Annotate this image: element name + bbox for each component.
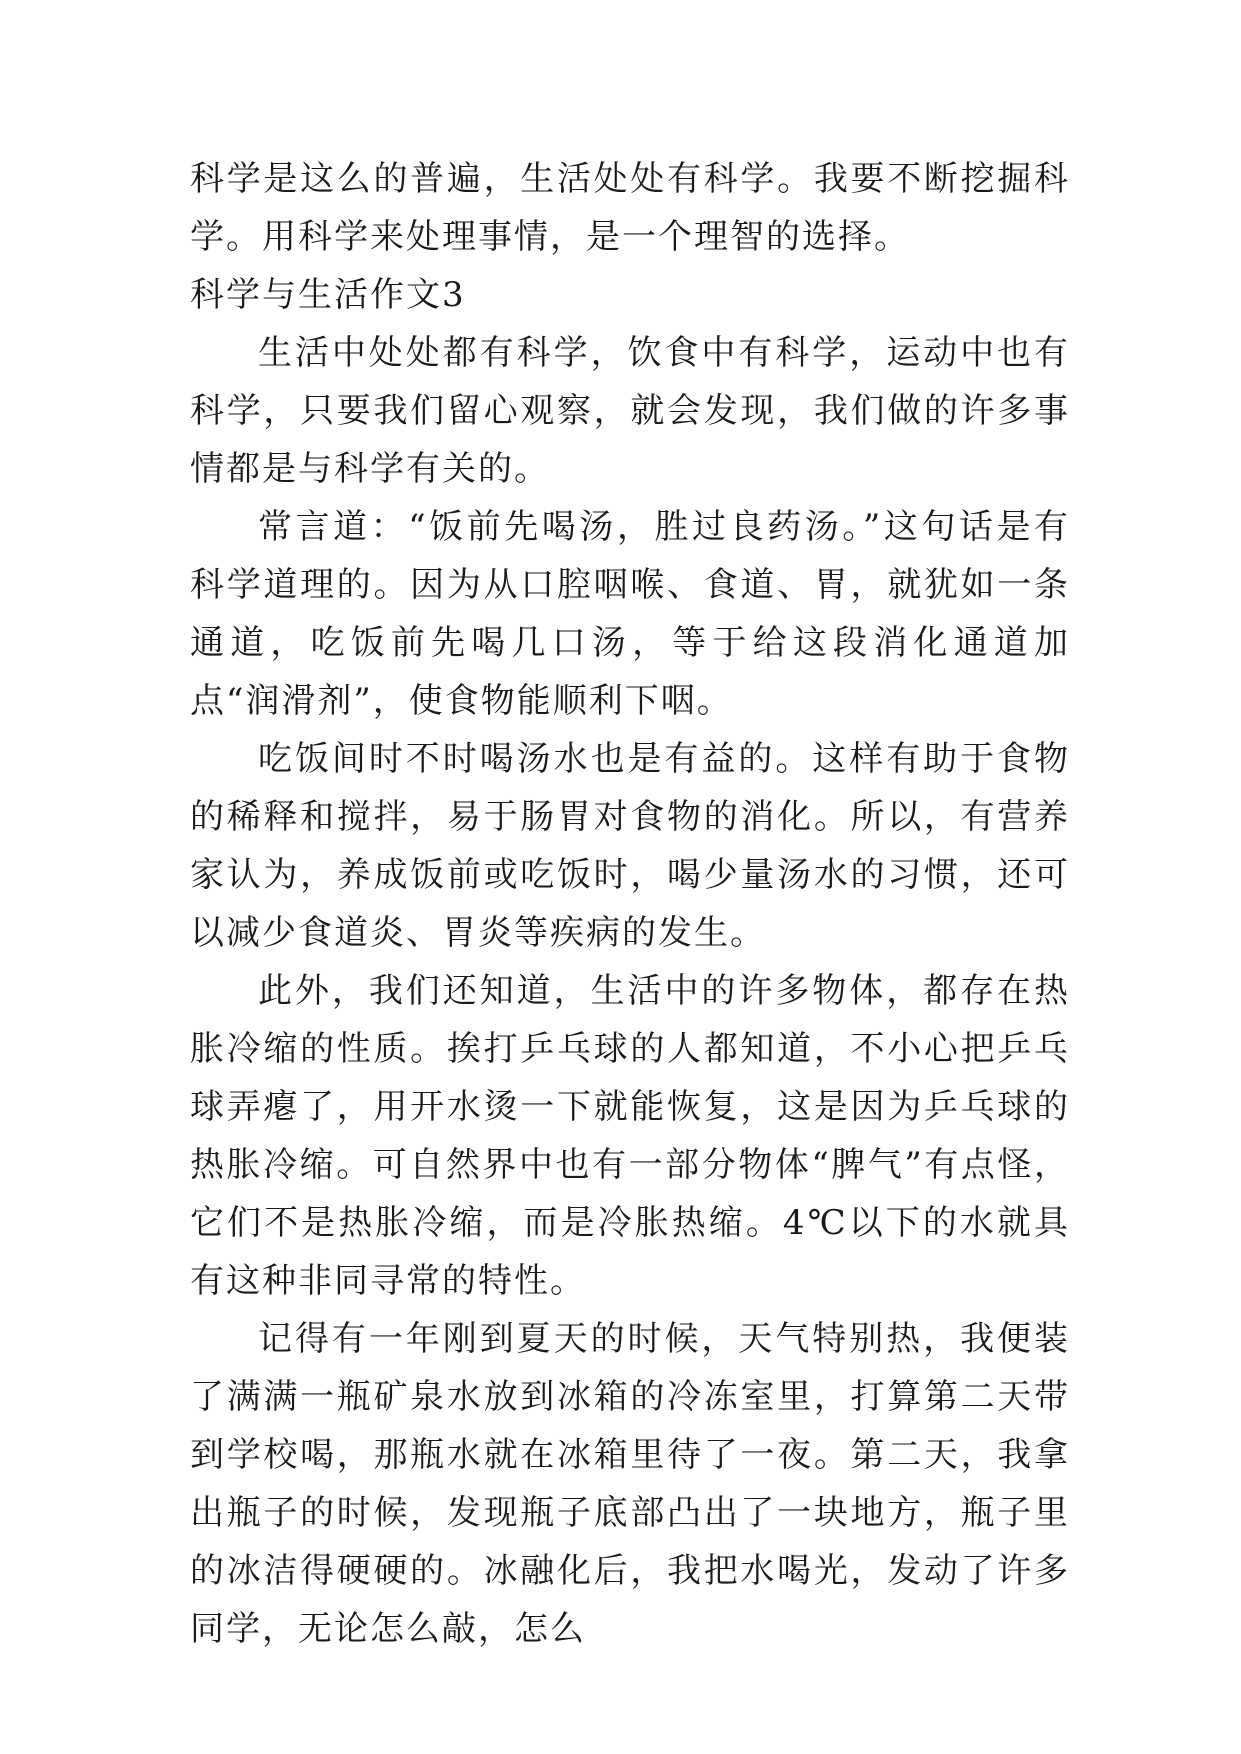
paragraph-soup-before-meal: 常言道：“饭前先喝汤，胜过良药汤。”这句话是有科学道理的。因为从口腔咽喉、食道、胃，就犹如一条通道，吃饭前先喝几口汤，等于给这段消化通道加点“润滑剂”，使食物能顺利下咽。 bbox=[190, 507, 1070, 721]
paragraph-frozen-bottle: 记得有一年刚到夏天的时候，天气特别热，我便装了满满一瓶矿泉水放到冰箱的冷冻室里，打算第二天带到学校喝，那瓶水就在冰箱里待了一夜。第二天，我拿出瓶子的时候，发现瓶子底部凸出了一块地方，瓶子里的冰洁得硬硬的。冰融化后，我把水喝光，发动了许多同学，无论怎么敲，怎么 bbox=[190, 1319, 1070, 1649]
paragraph-soup-during-meal: 吃饭间时不时喝汤水也是有益的。这样有助于食物的稀释和搅拌，易于肠胃对食物的消化。所以，有营养家认为，养成饭前或吃饭时，喝少量汤水的习惯，还可以减少食道炎、胃炎等疾病的发生。 bbox=[190, 739, 1070, 953]
section-heading: 科学与生活作文3 bbox=[190, 275, 466, 315]
paragraph-conclusion: 科学是这么的普遍，生活处处有科学。我要不断挖掘科学。用科学来处理事情，是一个理智的选择。 bbox=[190, 159, 1070, 257]
document-body bbox=[190, 150, 1070, 1658]
paragraph-thermal-expansion: 此外，我们还知道，生活中的许多物体，都存在热胀冷缩的性质。挨打乒乓球的人都知道，不小心把乒乓球弄瘪了，用开水烫一下就能恢复，这是因为乒乓球的热胀冷缩。可自然界中也有一部分物体“脾气”有点怪，它们不是热胀冷缩，而是冷胀热缩。4℃以下的水就具有这种非同寻常的特性。 bbox=[190, 971, 1070, 1301]
paragraph-intro: 生活中处处都有科学，饮食中有科学，运动中也有科学，只要我们留心观察，就会发现，我们做的许多事情都是与科学有关的。 bbox=[190, 333, 1070, 489]
